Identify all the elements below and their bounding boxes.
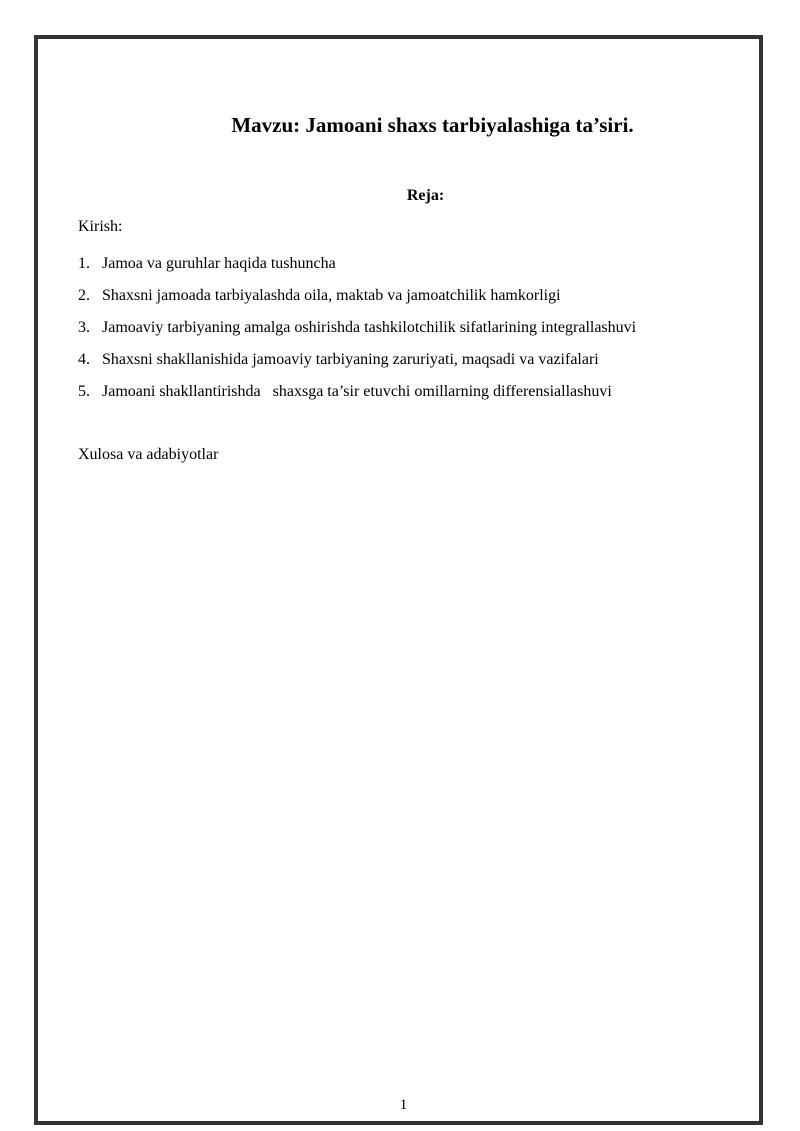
plan-item-text: Jamoa va guruhlar haqida tushuncha (102, 255, 336, 272)
plan-item-text: Shaxsni jamoada tarbiyalashda oila, maktab va jamoatchilik hamkorligi (102, 287, 561, 304)
plan-item-5 (78, 376, 727, 408)
page-number: 1 (399, 1097, 408, 1113)
intro-label: Kirish: (78, 218, 123, 235)
plan-item-number: 2. (78, 287, 90, 304)
page-frame (34, 35, 763, 1125)
plan-item-text: Jamoaviy tarbiyaning amalga oshirishda tashkilotchilik sifatlarining integrallashuvi (102, 319, 637, 336)
plan-item-text: Shaxsni shakllanishida jamoaviy tarbiyaning zaruriyati, maqsadi va vazifalari (102, 351, 599, 368)
plan-item-4 (78, 344, 727, 376)
conclusion-label: Xulosa va adabiyotlar (78, 446, 219, 463)
plan-item-text: Jamoani shakllantirishda shaxsga ta’sir etuvchi omillarning differensiallashuvi (102, 383, 612, 400)
plan-item-3 (78, 312, 727, 344)
plan-list (78, 248, 727, 408)
document-title: Mavzu: Jamoani shaxs tarbiyalashiga ta’siri. (231, 113, 634, 137)
plan-item-2 (78, 280, 727, 312)
plan-item-number: 3. (78, 319, 90, 336)
plan-item-number: 4. (78, 351, 90, 368)
plan-heading: Reja: (406, 187, 445, 204)
plan-item-number: 1. (78, 255, 90, 272)
plan-item-1 (78, 248, 727, 280)
plan-item-number: 5. (78, 383, 90, 400)
